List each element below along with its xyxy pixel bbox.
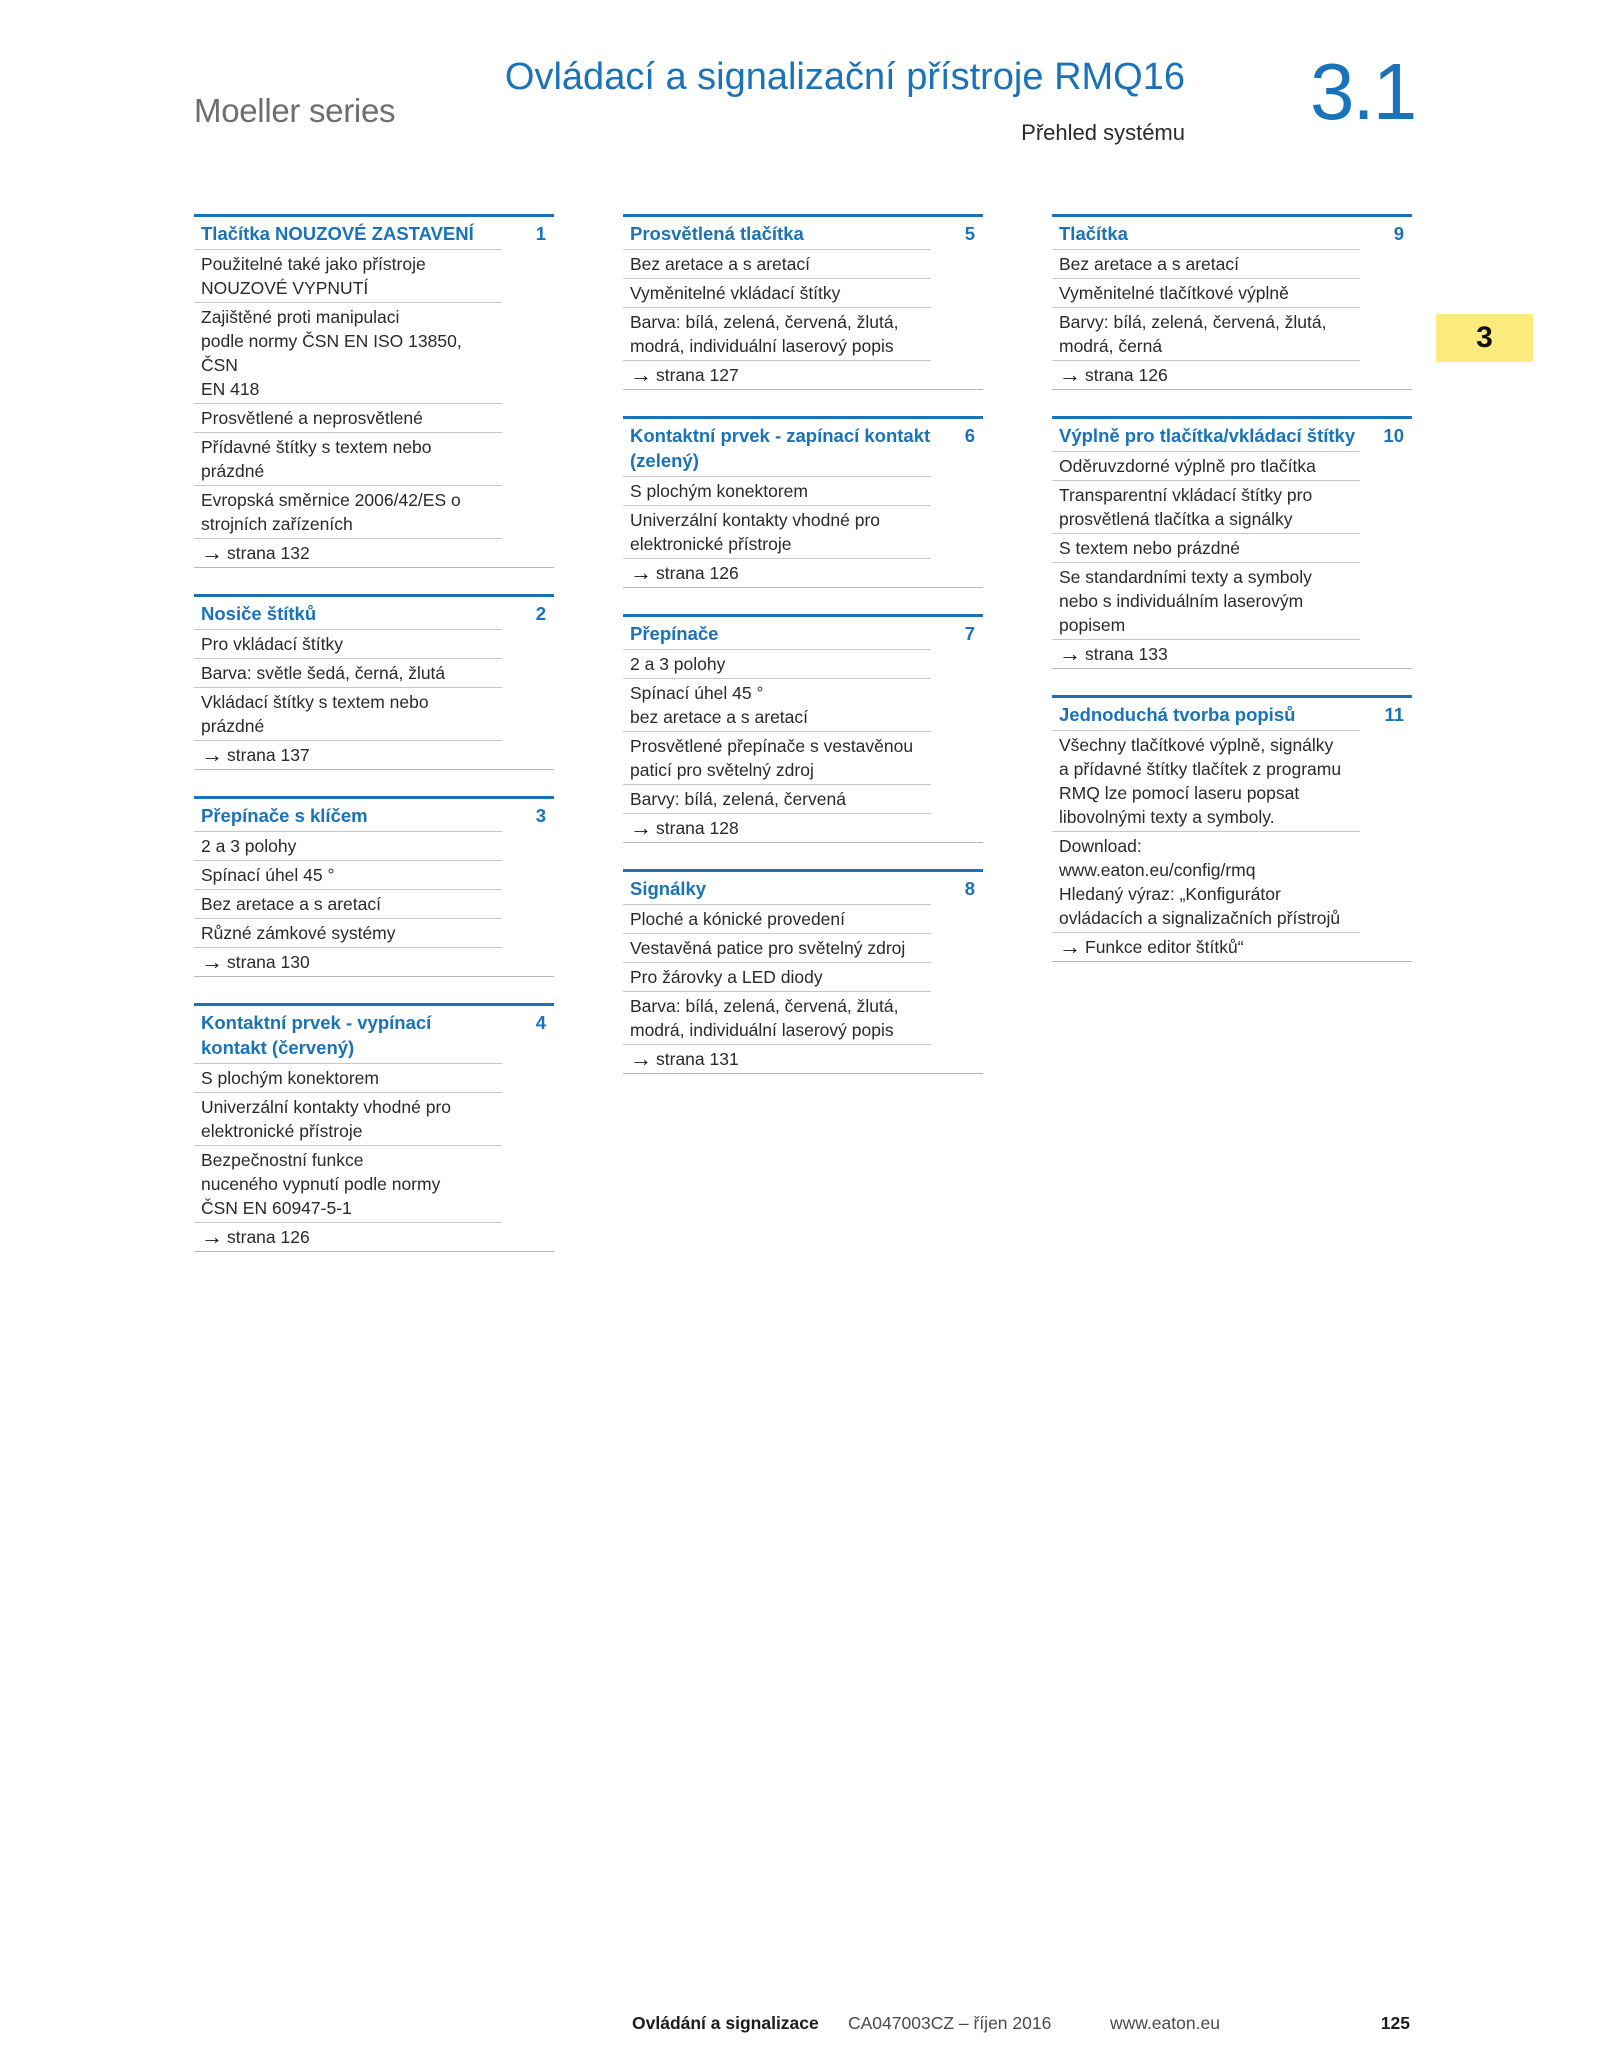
page-reference-label: strana 131 [656, 1049, 739, 1069]
overview-column-3 [1052, 214, 1412, 988]
feature-item: S textem nebo prázdné [1052, 533, 1360, 562]
block-header [623, 617, 983, 649]
product-category-block [1052, 695, 1412, 962]
block-header [1052, 419, 1412, 451]
feature-item: Použitelné také jako přístroje NOUZOVÉ VYPNUTÍ [194, 249, 502, 302]
block-number: 2 [535, 603, 546, 624]
block-header [623, 419, 983, 476]
feature-item: Spínací úhel 45 ° [194, 860, 502, 889]
feature-item: Bez aretace a s aretací [194, 889, 502, 918]
arrow-right-icon: → [201, 540, 223, 565]
block-number: 7 [964, 623, 975, 644]
product-category-block [1052, 214, 1412, 390]
page-reference-link[interactable] [194, 538, 502, 567]
block-header [194, 597, 554, 629]
feature-item: S plochým konektorem [194, 1063, 502, 1092]
arrow-right-icon: → [630, 1046, 652, 1071]
block-number: 10 [1383, 425, 1404, 446]
feature-item: Download: www.eaton.eu/config/rmq Hledaný výraz: „Konfigurátor ovládacích a signalizačních přístrojů [1052, 831, 1360, 932]
arrow-right-icon: → [630, 362, 652, 387]
feature-item: Bez aretace a s aretací [1052, 249, 1360, 278]
block-header [623, 217, 983, 249]
feature-item: 2 a 3 polohy [194, 831, 502, 860]
feature-list [623, 649, 983, 842]
feature-item: Barva: světle šedá, černá, žlutá [194, 658, 502, 687]
page-reference-label: strana 133 [1085, 644, 1168, 664]
block-number: 3 [535, 805, 546, 826]
arrow-right-icon: → [630, 560, 652, 585]
feature-item: Prosvětlené a neprosvětlené [194, 403, 502, 432]
page-reference-link[interactable] [1052, 360, 1360, 389]
series-name: Moeller series [194, 92, 396, 129]
feature-list [194, 249, 554, 567]
feature-list [1052, 730, 1412, 961]
page-reference-label: strana 132 [227, 543, 310, 563]
feature-item: Evropská směrnice 2006/42/ES o strojních zařízeních [194, 485, 502, 538]
product-category-block [623, 416, 983, 588]
feature-item: S plochým konektorem [623, 476, 931, 505]
feature-item: Vestavěná patice pro světelný zdroj [623, 933, 931, 962]
feature-list [623, 476, 983, 587]
block-header [1052, 217, 1412, 249]
feature-item: Prosvětlené přepínače s vestavěnou paticí pro světelný zdroj [623, 731, 931, 784]
feature-item: 2 a 3 polohy [623, 649, 931, 678]
arrow-right-icon: → [1059, 362, 1081, 387]
feature-item: Barvy: bílá, zelená, červená, žlutá, modrá, černá [1052, 307, 1360, 360]
overview-column-1 [194, 214, 554, 1278]
feature-item: Barva: bílá, zelená, červená, žlutá, modrá, individuální laserový popis [623, 991, 931, 1044]
product-category-block [1052, 416, 1412, 669]
chapter-tab[interactable]: 3 [1436, 314, 1533, 362]
block-header [1052, 698, 1412, 730]
block-title: Nosiče štítků [201, 603, 317, 624]
block-header [194, 217, 554, 249]
feature-item: Zajištěné proti manipulaci podle normy ČSN EN ISO 13850, ČSN EN 418 [194, 302, 502, 403]
page-reference-link[interactable] [1052, 639, 1360, 668]
section-number: 3.1 [1310, 47, 1416, 136]
block-title: Tlačítka [1059, 223, 1128, 244]
feature-list [623, 249, 983, 389]
feature-list [194, 629, 554, 769]
page-reference-link[interactable] [623, 1044, 931, 1073]
block-number: 1 [535, 223, 546, 244]
feature-item: Univerzální kontakty vhodné pro elektronické přístroje [194, 1092, 502, 1145]
product-category-block [623, 614, 983, 843]
block-number: 11 [1384, 704, 1404, 725]
feature-list [623, 904, 983, 1073]
block-header [623, 872, 983, 904]
block-title: Tlačítka NOUZOVÉ ZASTAVENÍ [201, 223, 474, 244]
block-title: Signálky [630, 878, 707, 899]
block-title: Prosvětlená tlačítka [630, 223, 804, 244]
block-header [194, 799, 554, 831]
page-reference-link[interactable] [623, 360, 931, 389]
page-reference-link[interactable] [1052, 932, 1360, 961]
feature-item: Přídavné štítky s textem nebo prázdné [194, 432, 502, 485]
page-title: Ovládací a signalizační přístroje RMQ16 [504, 56, 1185, 98]
page-subtitle: Přehled systému [1021, 120, 1185, 145]
arrow-right-icon: → [201, 949, 223, 974]
footer-section: Ovládání a signalizace [632, 2013, 819, 2033]
feature-item: Se standardními texty a symboly nebo s individuálním laserovým popisem [1052, 562, 1360, 639]
block-number: 8 [964, 878, 975, 899]
page-reference-link[interactable] [623, 558, 931, 587]
product-category-block [623, 869, 983, 1074]
page-reference-label: strana 126 [1085, 365, 1168, 385]
page-reference-label: strana 137 [227, 745, 310, 765]
page-number: 125 [1380, 2013, 1410, 2033]
block-title: Kontaktní prvek - vypínací kontakt (červený) [201, 1012, 432, 1058]
feature-list [1052, 451, 1412, 668]
feature-item: Barva: bílá, zelená, červená, žlutá, modrá, individuální laserový popis [623, 307, 931, 360]
product-category-block [194, 214, 554, 568]
page-reference-link[interactable] [194, 947, 502, 976]
block-title: Přepínače s klíčem [201, 805, 368, 826]
footer-document-id: CA047003CZ – říjen 2016 [848, 2013, 1052, 2033]
arrow-right-icon: → [201, 742, 223, 767]
page-reference-label: strana 127 [656, 365, 739, 385]
feature-item: Transparentní vkládací štítky pro prosvětlená tlačítka a signálky [1052, 480, 1360, 533]
block-title: Přepínače [630, 623, 719, 644]
block-title: Jednoduchá tvorba popisů [1059, 704, 1296, 725]
feature-list [194, 1063, 554, 1251]
block-title: Kontaktní prvek - zapínací kontakt (zelený) [630, 425, 931, 471]
feature-item: Pro vkládací štítky [194, 629, 502, 658]
block-title: Výplně pro tlačítka/vkládací štítky [1059, 425, 1356, 446]
page-reference-link[interactable] [194, 740, 502, 769]
page-reference-link[interactable] [623, 813, 931, 842]
page-reference-label: strana 126 [227, 1227, 310, 1247]
footer-website-link[interactable]: www.eaton.eu [1110, 2013, 1220, 2033]
feature-item: Pro žárovky a LED diody [623, 962, 931, 991]
feature-item: Oděruvzdorné výplně pro tlačítka [1052, 451, 1360, 480]
arrow-right-icon: → [630, 815, 652, 840]
feature-item: Vyměnitelné tlačítkové výplně [1052, 278, 1360, 307]
arrow-right-icon: → [1059, 934, 1081, 959]
block-number: 9 [1393, 223, 1404, 244]
product-category-block [623, 214, 983, 390]
feature-item: Ploché a kónické provedení [623, 904, 931, 933]
feature-list [194, 831, 554, 976]
block-number: 6 [964, 425, 975, 446]
product-category-block [194, 796, 554, 977]
feature-list [1052, 249, 1412, 389]
arrow-right-icon: → [201, 1224, 223, 1249]
page-reference-label: strana 126 [656, 563, 739, 583]
product-category-block [194, 594, 554, 770]
feature-item: Bez aretace a s aretací [623, 249, 931, 278]
feature-item: Bezpečnostní funkce nuceného vypnutí podle normy ČSN EN 60947-5-1 [194, 1145, 502, 1222]
feature-item: Různé zámkové systémy [194, 918, 502, 947]
feature-item: Barvy: bílá, zelená, červená [623, 784, 931, 813]
feature-item: Univerzální kontakty vhodné pro elektronické přístroje [623, 505, 931, 558]
block-number: 4 [535, 1012, 546, 1033]
overview-column-2 [623, 214, 983, 1100]
block-header [194, 1006, 554, 1063]
feature-item: Vyměnitelné vkládací štítky [623, 278, 931, 307]
page-reference-label: strana 130 [227, 952, 310, 972]
product-category-block [194, 1003, 554, 1252]
page-reference-label: Funkce editor štítků“ [1085, 937, 1244, 957]
feature-item: Vkládací štítky s textem nebo prázdné [194, 687, 502, 740]
arrow-right-icon: → [1059, 641, 1081, 666]
page-reference-label: strana 128 [656, 818, 739, 838]
feature-item: Spínací úhel 45 ° bez aretace a s aretací [623, 678, 931, 731]
block-number: 5 [964, 223, 975, 244]
feature-item: Všechny tlačítkové výplně, signálky a přídavné štítky tlačítek z programu RMQ lze pomocí laseru popsat libovolnými texty a symboly. [1052, 730, 1360, 831]
page-reference-link[interactable] [194, 1222, 502, 1251]
